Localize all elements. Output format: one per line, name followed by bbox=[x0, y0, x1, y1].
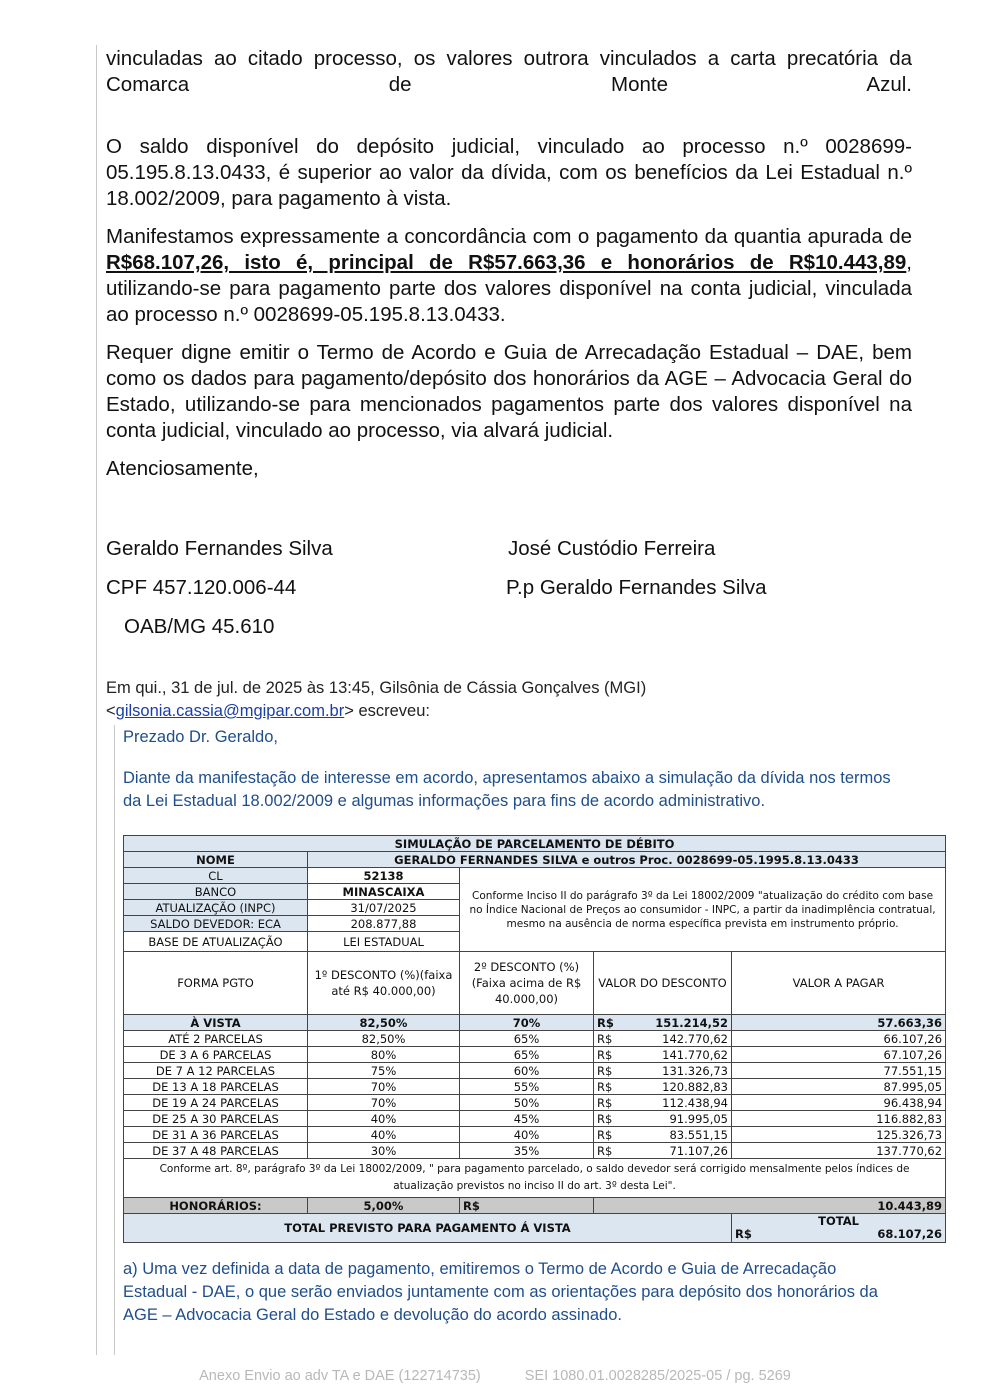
discount-amount: 141.770,62 bbox=[662, 1047, 728, 1062]
email-greeting: Prezado Dr. Geraldo, bbox=[123, 728, 278, 746]
fees-label: HONORÁRIOS: bbox=[124, 1198, 308, 1214]
row-discount-2: 60% bbox=[460, 1063, 594, 1079]
row-discount-value bbox=[594, 1095, 732, 1111]
row-discount-value bbox=[594, 1127, 732, 1143]
row-amount-due: 66.107,26 bbox=[732, 1031, 946, 1047]
row-discount-1: 40% bbox=[308, 1127, 460, 1143]
currency-symbol: R$ bbox=[597, 1063, 613, 1078]
row-discount-1: 70% bbox=[308, 1079, 460, 1095]
email-quote-bar bbox=[114, 725, 115, 1355]
row-discount-1: 80% bbox=[308, 1047, 460, 1063]
email-lt: < bbox=[106, 702, 116, 720]
letter-paragraph-2: O saldo disponível do depósito judicial, vinculado ao processo n.º 0028699-05.195.8.13.0433, é superior ao valor da dívida, com os benefícios da Lei Estadual n.º 18.002/2009, para pagamento à vista. bbox=[106, 135, 912, 210]
row-discount-2: 35% bbox=[460, 1143, 594, 1159]
table-row bbox=[124, 1127, 946, 1143]
total-word: TOTAL bbox=[818, 1214, 859, 1228]
row-forma: DE 19 A 24 PARCELAS bbox=[124, 1095, 308, 1111]
currency-symbol: R$ bbox=[735, 1227, 752, 1241]
currency-symbol: R$ bbox=[597, 1143, 613, 1158]
letter-paragraph-3-start: Manifestamos expressamente a concordância com o pagamento da quantia apurada de bbox=[106, 225, 912, 248]
signature-left-oab: OAB/MG 45.610 bbox=[124, 615, 275, 638]
name-label: NOME bbox=[124, 852, 308, 868]
email-header-line: Em qui., 31 de jul. de 2025 às 13:45, Gilsônia de Cássia Gonçalves (MGI) bbox=[106, 679, 647, 697]
footer-attachment: Anexo Envio ao adv TA e DAE (122714735) bbox=[199, 1368, 481, 1384]
row-discount-2: 70% bbox=[460, 1015, 594, 1031]
currency-symbol: R$ bbox=[597, 1047, 613, 1062]
row-discount-2: 50% bbox=[460, 1095, 594, 1111]
currency-symbol: R$ bbox=[597, 1095, 613, 1110]
row-discount-2: 40% bbox=[460, 1127, 594, 1143]
discount-amount: 142.770,62 bbox=[662, 1031, 728, 1046]
fees-value: 10.443,89 bbox=[594, 1198, 946, 1214]
letter-closing: Atenciosamente, bbox=[106, 457, 259, 480]
total-cell bbox=[732, 1214, 946, 1243]
row-discount-2: 55% bbox=[460, 1079, 594, 1095]
email-intro: Diante da manifestação de interesse em acordo, apresentamos abaixo a simulação da dívida nos termos da Lei Estadual 18.002/2009 e algumas informações para fins de acordo administrativo. bbox=[123, 769, 891, 810]
discount-amount: 120.882,83 bbox=[662, 1079, 728, 1094]
letter-paragraph-4: Requer digne emitir o Termo de Acordo e Guia de Arrecadação Estadual – DAE, bem como os dados para pagamento/depósito dos honorários da AGE – Advocacia Geral do Estado, utilizando-se para mencionados pagamentos parte dos valores disponível na conta judicial, vinculado ao processo, via alvará judicial. bbox=[106, 341, 912, 442]
header-discount-value: VALOR DO DESCONTO bbox=[594, 952, 732, 1015]
info-value: 31/07/2025 bbox=[308, 900, 460, 916]
header-discount-2: 2º DESCONTO (%)(Faixa acima de R$ 40.000,00) bbox=[460, 952, 594, 1015]
info-label: BANCO bbox=[124, 884, 308, 900]
table-row bbox=[124, 1047, 946, 1063]
table-row bbox=[124, 1031, 946, 1047]
info-value: MINASCAIXA bbox=[308, 884, 460, 900]
table-row bbox=[124, 1063, 946, 1079]
email-sender-line bbox=[106, 700, 646, 723]
email-wrote: > escreveu: bbox=[344, 702, 430, 720]
row-forma: DE 25 A 30 PARCELAS bbox=[124, 1111, 308, 1127]
discount-amount: 91.995,05 bbox=[669, 1111, 728, 1126]
total-value: 68.107,26 bbox=[877, 1227, 943, 1241]
table-row bbox=[124, 1143, 946, 1159]
agreed-amount-text: R$68.107,26, isto é, principal de R$57.663,36 e honorários de R$10.443,89 bbox=[106, 251, 907, 274]
row-amount-due: 67.107,26 bbox=[732, 1047, 946, 1063]
row-discount-value bbox=[594, 1015, 732, 1031]
row-discount-1: 40% bbox=[308, 1111, 460, 1127]
table-row bbox=[124, 1111, 946, 1127]
row-amount-due: 116.882,83 bbox=[732, 1111, 946, 1127]
row-amount-due: 125.326,73 bbox=[732, 1127, 946, 1143]
footer-sei-reference: SEI 1080.01.0028285/2025-05 / pg. 5269 bbox=[524, 1368, 791, 1384]
discount-amount: 131.326,73 bbox=[662, 1063, 728, 1078]
table-row bbox=[124, 1095, 946, 1111]
currency-symbol: R$ bbox=[597, 1031, 613, 1046]
info-label: SALDO DEVEDOR: ECA bbox=[124, 916, 308, 932]
letter-paragraph-3-end: , utilizando-se para pagamento parte dos valores disponível na conta judicial, vinculada ao processo n.º 0028699-05.195.8.13.0433. bbox=[106, 251, 912, 326]
currency-symbol: R$ bbox=[597, 1015, 614, 1030]
discount-amount: 83.551,15 bbox=[669, 1127, 728, 1142]
table-title: SIMULAÇÃO DE PARCELAMENTO DE DÉBITO bbox=[124, 836, 946, 852]
discount-amount: 151.214,52 bbox=[655, 1015, 728, 1030]
row-discount-value bbox=[594, 1031, 732, 1047]
info-value: 208.877,88 bbox=[308, 916, 460, 932]
info-label: BASE DE ATUALIZAÇÃO bbox=[124, 932, 308, 952]
row-forma: DE 31 A 36 PARCELAS bbox=[124, 1127, 308, 1143]
header-forma-pgto: FORMA PGTO bbox=[124, 952, 308, 1015]
row-amount-due: 57.663,36 bbox=[732, 1015, 946, 1031]
fees-currency: R$ bbox=[460, 1198, 594, 1214]
currency-symbol: R$ bbox=[597, 1127, 613, 1142]
signature-right-name: José Custódio Ferreira bbox=[508, 537, 716, 560]
row-discount-1: 75% bbox=[308, 1063, 460, 1079]
row-forma: DE 7 A 12 PARCELAS bbox=[124, 1063, 308, 1079]
row-discount-value bbox=[594, 1111, 732, 1127]
fees-percent: 5,00% bbox=[308, 1198, 460, 1214]
row-forma: DE 37 A 48 PARCELAS bbox=[124, 1143, 308, 1159]
row-amount-due: 77.551,15 bbox=[732, 1063, 946, 1079]
total-label: TOTAL PREVISTO PARA PAGAMENTO Á VISTA bbox=[124, 1214, 732, 1243]
row-forma: DE 13 A 18 PARCELAS bbox=[124, 1079, 308, 1095]
total-amount-line bbox=[735, 1228, 942, 1241]
header-discount-1: 1º DESCONTO (%)(faixa até R$ 40.000,00) bbox=[308, 952, 460, 1015]
row-discount-2: 65% bbox=[460, 1047, 594, 1063]
currency-symbol: R$ bbox=[597, 1079, 613, 1094]
currency-symbol: R$ bbox=[597, 1111, 613, 1126]
email-followup-note: a) Uma vez definida a data de pagamento, emitiremos o Termo de Acordo e Guia de Arrecadação Estadual - DAE, o que serão enviados juntamente com as orientações para depósito dos honorários da AGE – Advocacia Geral do Estado e devolução do acordo assinado. bbox=[123, 1260, 878, 1324]
page-footer bbox=[0, 1368, 990, 1384]
info-value: LEI ESTADUAL bbox=[308, 932, 460, 952]
update-condition-note: Conforme Inciso II do parágrafo 3º da Lei 18002/2009 "atualização do crédito com base no Índice Nacional de Preços ao consumidor - INPC, a partir da inadimplência contratual, mesmo na ausência de norma específica prevista em instrumento próprio. bbox=[460, 868, 946, 952]
row-discount-1: 70% bbox=[308, 1095, 460, 1111]
header-amount-due: VALOR A PAGAR bbox=[732, 952, 946, 1015]
row-amount-due: 87.995,05 bbox=[732, 1079, 946, 1095]
discount-amount: 71.107,26 bbox=[669, 1143, 728, 1158]
letter-paragraph-3 bbox=[106, 224, 912, 328]
row-discount-2: 65% bbox=[460, 1031, 594, 1047]
signature-left-name: Geraldo Fernandes Silva bbox=[106, 537, 333, 560]
info-label: CL bbox=[124, 868, 308, 884]
table-row bbox=[124, 1079, 946, 1095]
info-label: ATUALIZAÇÃO (INPC) bbox=[124, 900, 308, 916]
row-discount-1: 30% bbox=[308, 1143, 460, 1159]
row-amount-due: 137.770,62 bbox=[732, 1143, 946, 1159]
discount-amount: 112.438,94 bbox=[662, 1095, 728, 1110]
row-discount-value bbox=[594, 1047, 732, 1063]
name-value: GERALDO FERNANDES SILVA e outros Proc. 0028699-05.1995.8.13.0433 bbox=[308, 852, 946, 868]
row-forma: À VISTA bbox=[124, 1015, 308, 1031]
row-discount-2: 45% bbox=[460, 1111, 594, 1127]
row-discount-1: 82,50% bbox=[308, 1015, 460, 1031]
row-discount-value bbox=[594, 1063, 732, 1079]
row-discount-1: 82,50% bbox=[308, 1031, 460, 1047]
letter-paragraph-1: vinculadas ao citado processo, os valores outrora vinculados a carta precatória da Comarca de Monte Azul. bbox=[106, 47, 912, 96]
signature-left-cpf: CPF 457.120.006-44 bbox=[106, 576, 297, 599]
debt-simulation-table bbox=[123, 835, 946, 1243]
row-discount-value bbox=[594, 1079, 732, 1095]
email-quote-header bbox=[106, 677, 646, 723]
row-amount-due: 96.438,94 bbox=[732, 1095, 946, 1111]
sender-email-link[interactable]: gilsonia.cassia@mgipar.com.br bbox=[115, 702, 345, 720]
row-forma: DE 3 A 6 PARCELAS bbox=[124, 1047, 308, 1063]
letter-body bbox=[106, 46, 912, 494]
row-forma: ATÉ 2 PARCELAS bbox=[124, 1031, 308, 1047]
row-discount-value bbox=[594, 1143, 732, 1159]
info-value: 52138 bbox=[308, 868, 460, 884]
signature-right-pp: P.p Geraldo Fernandes Silva bbox=[506, 576, 767, 599]
installment-note: Conforme art. 8º, parágrafo 3º da Lei 18002/2009, " para pagamento parcelado, o saldo devedor será corrigido mensalmente pelos índices de atualização previstos no inciso II do art. 3º desta Lei". bbox=[124, 1159, 946, 1198]
page-margin-line bbox=[96, 45, 97, 1355]
